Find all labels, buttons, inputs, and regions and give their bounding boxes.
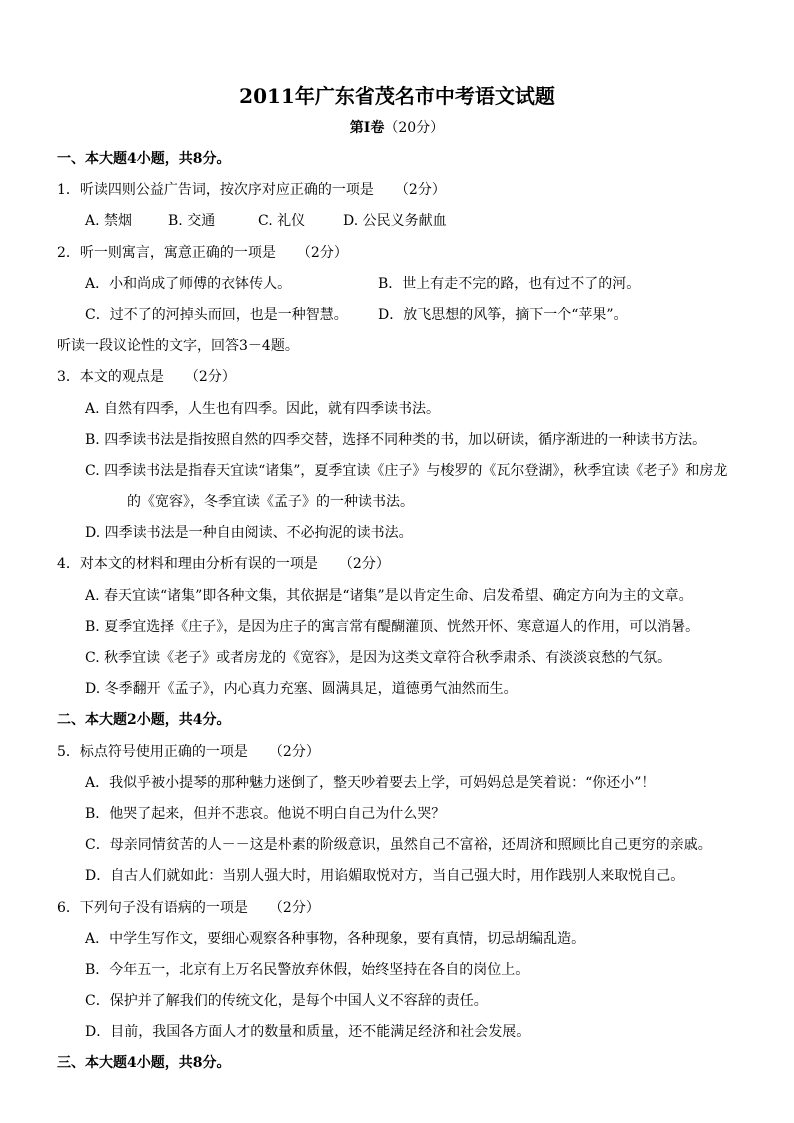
question-stem: 3．本文的观点是 （2分） (57, 369, 236, 386)
part-label: 第Ⅰ卷 (349, 120, 385, 136)
part-score: （20分） (384, 120, 445, 136)
option: B. 交通 (168, 213, 216, 230)
passage-intro: 听读一段议论性的文字，回答3－4题。 (57, 338, 299, 355)
option: C. 秋季宜读《老子》或者房龙的《宽容》，是因为这类文章符合秋季肃杀、有淡淡哀愁的气氛。 (85, 650, 672, 666)
section-heading: 一、本大题4小题，共8分。 (57, 151, 231, 167)
question-stem: 1．听读四则公益广告词，按次序对应正确的一项是 （2分） (57, 182, 446, 199)
question-stem: 6．下列句子没有语病的一项是 （2分） (57, 899, 320, 916)
question-stem: 2．听一则寓言，寓意正确的一项是 （2分） (57, 244, 348, 261)
option: D. 四季读书法是一种自由阅读、不必拘泥的读书法。 (85, 525, 413, 542)
section-heading: 三、本大题4小题，共8分。 (57, 1055, 231, 1072)
page-title: 2011年广东省茂名市中考语文试题 (239, 84, 555, 108)
option: D. 冬季翻开《孟子》，内心真力充塞、圆满具足，道德勇气油然而生。 (85, 681, 518, 698)
option: A．中学生写作文，要细心观察各种事物，各种现象，要有真情，切忌胡编乱造。 (85, 930, 586, 947)
option: A. 春天宜读“诸集”即各种文集，其依据是“诸集”是以肯定生命、启发希望、确定方向为主的文章。 (85, 587, 693, 604)
option: D．目前，我国各方面人才的数量和质量，还不能满足经济和社会发展。 (85, 1024, 531, 1041)
option: B．今年五一，北京有上万名民警放弃休假，始终坚持在各自的岗位上。 (85, 961, 530, 978)
option: D．自古人们就如此：当别人强大时，用谄媚取悦对方，当自己强大时，用作践别人来取悦自己。 (85, 868, 685, 885)
option: C. 礼仪 (258, 213, 306, 230)
option: B. 四季读书法是指按照自然的四季交替，选择不同种类的书，加以研读，循序渐进的一种读书方法。 (85, 431, 707, 448)
option: A．小和尚成了师傅的衣钵传人。 (85, 275, 292, 292)
question-stem: 5．标点符号使用正确的一项是 （2分） (57, 743, 320, 760)
option: C．过不了的河掉头而回，也是一种智慧。 (85, 306, 348, 323)
option: C．母亲同情贫苦的人－－这是朴素的阶级意识，虽然自己不富裕，还周济和照顾比自己更穷的亲戚。 (85, 837, 712, 854)
option: D. 公民义务献血 (343, 213, 447, 230)
option-row (57, 303, 767, 334)
option: D．放飞思想的风筝，摘下一个“苹果”。 (378, 306, 628, 323)
option: B．世上有走不完的路，也有过不了的河。 (378, 275, 641, 292)
part-heading (0, 117, 794, 137)
question-stem: 4．对本文的材料和理由分析有误的一项是 （2分） (57, 556, 390, 573)
option-row (57, 209, 767, 240)
option: A. 禁烟 (85, 213, 133, 230)
option-row (57, 272, 767, 303)
option: A. 自然有四季，人生也有四季。因此，就有四季读书法。 (85, 400, 441, 417)
option: C．保护并了解我们的传统文化，是每个中国人义不容辞的责任。 (85, 993, 488, 1010)
option: A．我似乎被小提琴的那种魅力迷倒了，整天吵着要去上学，可妈妈总是笑着说：“你还小”！ (85, 774, 656, 791)
option: B. 夏季宜选择《庄子》，是因为庄子的寓言常有醍醐灌顶、恍然开怀、寒意逼人的作用，可以消暑。 (85, 618, 700, 635)
section-heading: 二、本大题2小题，共4分。 (57, 712, 231, 729)
question-body (57, 147, 767, 1083)
option-continued: 的《宽容》，冬季宜读《孟子》的一种读书法。 (127, 494, 414, 511)
option: C. 四季读书法是指春天宜读“诸集”，夏季宜读《庄子》与梭罗的《瓦尔登湖》，秋季宜读《老子》和房龙 (85, 462, 728, 479)
option: B．他哭了起来，但并不悲哀。他说不明白自己为什么哭？ (85, 805, 446, 822)
